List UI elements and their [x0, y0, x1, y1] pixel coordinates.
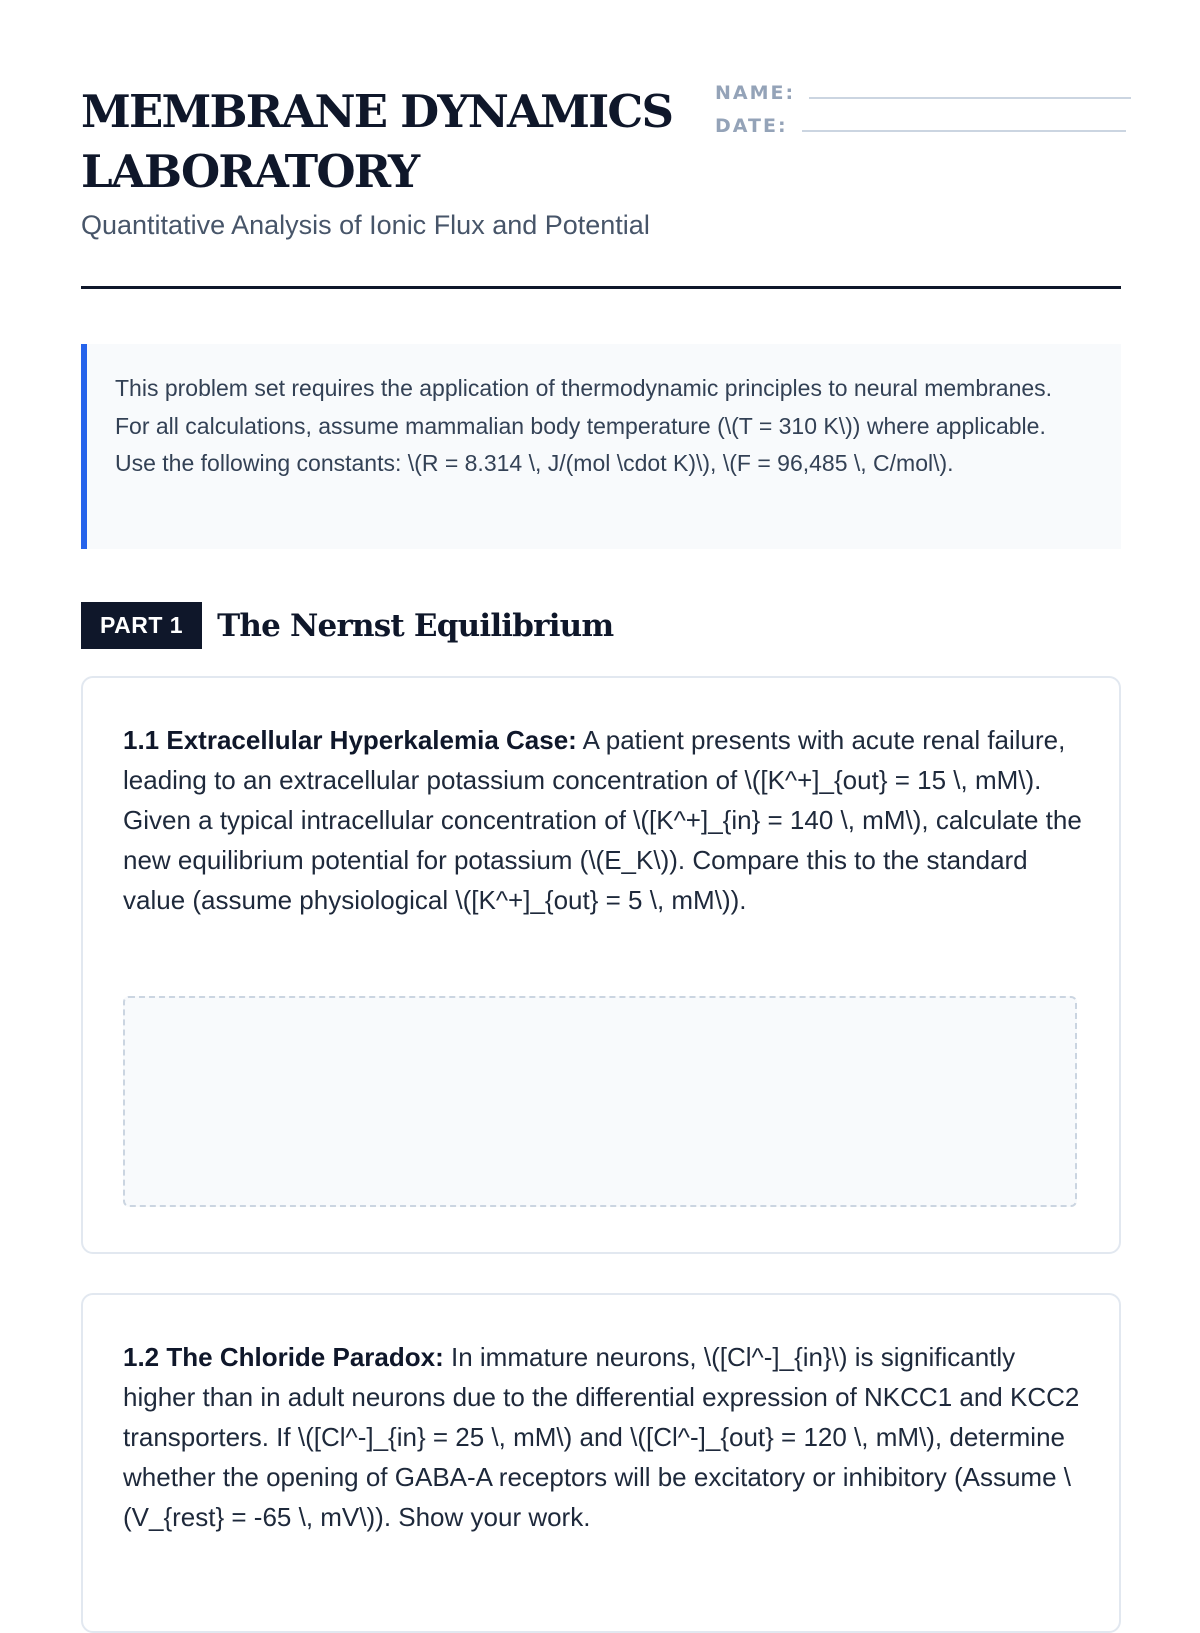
date-field[interactable]: [715, 115, 1126, 137]
date-label: DATE:: [715, 115, 788, 137]
problem-card-1-2: [81, 1293, 1121, 1633]
problem-label: 1.2 The Chloride Paradox:: [123, 1342, 444, 1372]
instructions-callout: [81, 344, 1121, 549]
problem-text: [123, 1337, 1083, 1537]
part-1-heading: [81, 602, 613, 649]
problem-card-1-1: [81, 676, 1121, 1254]
name-line[interactable]: [809, 97, 1131, 99]
page-subtitle: Quantitative Analysis of Ionic Flux and Potential: [81, 210, 650, 240]
page-title: MEMBRANE DYNAMICS LABORATORY: [81, 85, 673, 198]
section-title: The Nernst Equilibrium: [217, 607, 614, 644]
instructions-text: This problem set requires the application of thermodynamic principles to neural membranes. For all calculations, assume mammalian body temperature (\(T = 310 K\)) where applicable. Use the following constants: \(R = 8.314 \, J/(mol \cdot K)\), \(F = 96,485 \, C/mol\).: [115, 375, 1053, 476]
header-divider: [81, 286, 1121, 289]
date-line[interactable]: [802, 130, 1126, 132]
problem-body: In immature neurons, \([Cl^-]_{in}\) is significantly higher than in adult neurons due to the differential expression of NKCC1 and KCC2 transporters. If \([Cl^-]_{in} = 25 \, mM\) and \([Cl^-]_{out} = 120 \, mM\), determine whether the opening of GABA-A receptors will be excitatory or inhibitory (Assume \(V_{rest} = -65 \, mV\)). Show your work.: [123, 1342, 1080, 1532]
name-label: NAME:: [715, 82, 796, 104]
problem-label: 1.1 Extracellular Hyperkalemia Case:: [123, 725, 577, 755]
name-field[interactable]: [715, 82, 1131, 104]
worksheet-header: [81, 82, 1121, 292]
part-badge: PART 1: [81, 602, 202, 649]
answer-area[interactable]: [123, 996, 1077, 1207]
problem-text: [123, 720, 1083, 920]
problem-body: A patient presents with acute renal failure, leading to an extracellular potassium concentration of \([K^+]_{out} = 15 \, mM\). Given a typical intracellular concentration of \([K^+]_{in} = 140 \, mM\), calculate the new equilibrium potential for potassium (\(E_K\)). Compare this to the standard value (assume physiological \([K^+]_{out} = 5 \, mM\)).: [123, 725, 1082, 915]
